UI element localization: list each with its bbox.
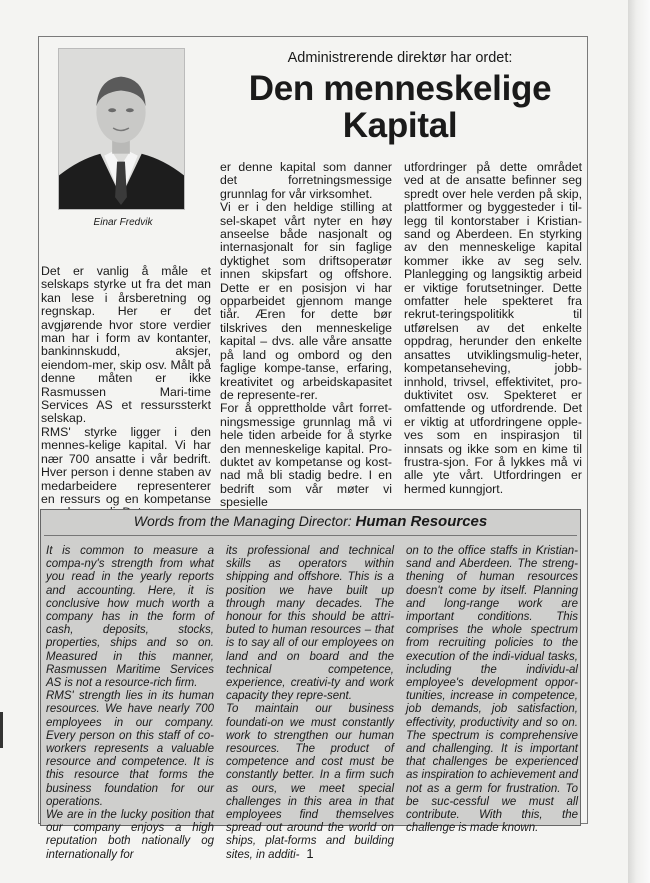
page-edge-shadow bbox=[628, 0, 650, 883]
headline-line-2: Kapital bbox=[342, 106, 458, 145]
english-column-3: on to the office staffs in Kristian-sand and Aberdeen. The streng-thening of human resources doesn't come by itself. Planning and long-range work are important conditions. This comprises the whole spectrum from recruiting policies to the execution of the indi-vidual tasks, including the individu-al employee's development oppor-tunities, increase in competence, job demands, job satisfaction, effectivity, productivity and so on. The spectrum is comprehensive and challenging. It is important that challenges be experienced as inspiration to achievement and not as a germ for frustration. To be suc-cessful we must all contribute. With this, the challenge is made known. bbox=[406, 545, 578, 835]
headline-line-1: Den menneskelige bbox=[248, 69, 552, 108]
english-title bbox=[42, 513, 579, 530]
photo-caption: Einar Fredvik bbox=[93, 217, 153, 228]
english-column-1: It is common to measure a compa-ny's strength from what you read in the yearly reports and accounting. Here, it is conclusive how much worth a company has in the form of cash, deposits, stocks, properties, ships and so on. Measured in this manner, Rasmussen Maritime Services AS is not a resource-rich firm. RMS' strength lies in its human resources. We have nearly 700 employees in our company. Every person on this staff of co-workers represents a valuable resource and competence. It is this resource that forms the business foundation for our operations. We are in the lucky position that our company enjoys a high reputation both nationally og internationally for bbox=[46, 545, 214, 861]
article-kicker: Administrerende direktør har ordet: bbox=[287, 50, 513, 66]
portrait-photo bbox=[58, 48, 185, 210]
english-column-2: its professional and technical skills as operators within shipping and offshore. This is a position we have built up through many decades. The honour for this should be attri-buted to human resources – that is to say all of our employees on land and on board and the technical competence, experience, creativi-ty and work capacity they repre-sent. To maintain our business foundati-on we must constantly work to strengthen our human resources. The product of competence and cost must be constantly better. In a firm such as ours, we meet special challenges in this area in that employees find themselves spread out around the world on ships, plat-forms and building sites, in additi- bbox=[226, 545, 394, 861]
norwegian-column-1: Det er vanlig å måle et selskaps styrke ut fra det man kan lese i årsberetning og regnskap. Her er det avgjørende hvor store verdier man har i form av kontanter, bankinnskudd, aksjer, eiendom-mer, skip osv. Målt på denne måten er ikke Rasmussen Mari-time Services AS et ressurssterkt selskap. RMS' styrke ligger i den mennes-kelige kapital. Vi har nær 700 ansatte i vår bedrift. Hver person i denne staben av medarbeidere representerer en ressurs og en kompetanse bbox=[41, 264, 211, 506]
english-title-rule bbox=[44, 535, 577, 536]
norwegian-column-3: utfordringer på dette området ved at de ansatte befinner seg spredt over hele verden på skip, plattformer og byggesteder i til-legg til kontorstaber i Kristian-sand og Aberdeen. En styrking av den menneskelige kapital kommer ikke av seg selv. Planlegging og langsiktig arbeid er viktige forutsetninger. Dette omfatter hele spekteret fra rekrut-teringspolitikk til utførelsen av det enkelte oppdrag, herunder den enkelte ansattes utviklingsmulig-heter, kompetanseheving, jobb-innhold, trivsel, effektivitet, pro-duktivitet osv. Spekteret er omfattende og utfordrende. Det er viktig at utfordringene opple-ves som en inspirasjon til innsats og ikke som en kime til frustra-sjon. For å lykkes må vi alle yte vårt. Utfordringen er hermed kunngjort. bbox=[404, 160, 582, 496]
scan-mark bbox=[0, 712, 3, 748]
english-title-lead: Words from the Managing Director: bbox=[133, 513, 356, 529]
article-headline bbox=[215, 70, 585, 144]
page-number: 1 bbox=[306, 846, 314, 861]
english-title-strong: Human Resources bbox=[355, 513, 488, 530]
norwegian-column-2: er denne kapital som danner det forretningsmessige grunnlag for vår virksomhet. Vi er i den heldige stilling at sel-skapet vårt nyter en høy anseelse både nasjonalt og internasjonalt for sin faglige dyktighet som driftsoperatør innen skipsfart og offshore. Dette er en posisjon vi har opparbeidet gjennom mange tiår. Æren for dette bør tilskrives den menneskelige kapital – dvs. alle våre ansatte på land og ombord og den faglige kompe-tanse, erfaring, kreativitet og arbeidskapasitet de represente-rer. For å opprettholde vårt forret-ningsmessige grunnlag må vi hele tiden arbeide for å styrke den menneskelige kapital. Pro-duktet av kompetanse og kost-nad må bli stadig bedre. I en bedrift som vår møter vi spesielle bbox=[220, 160, 392, 510]
